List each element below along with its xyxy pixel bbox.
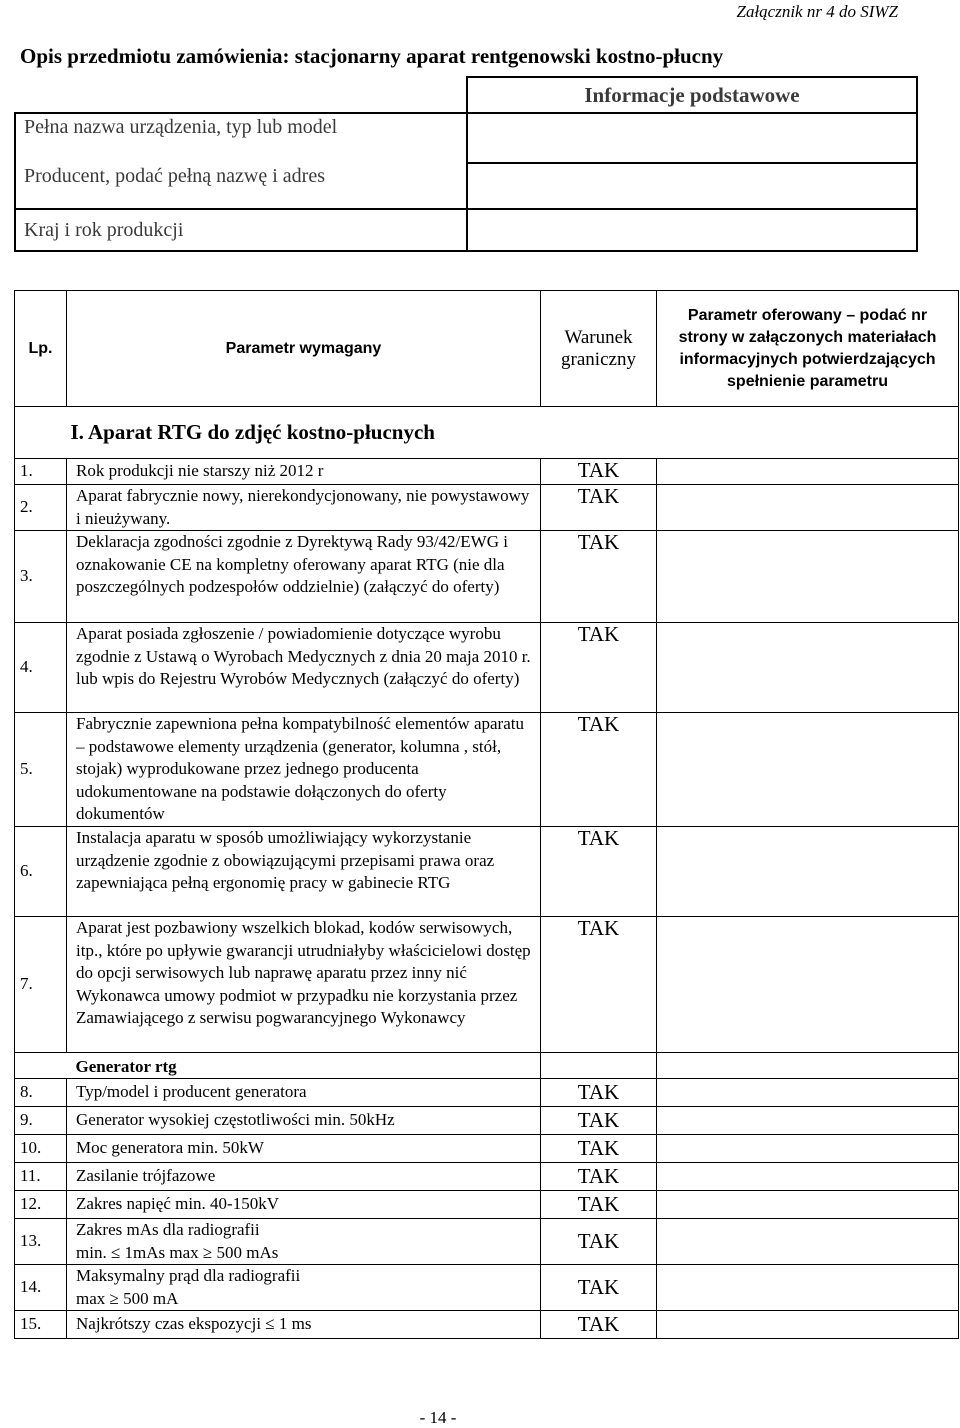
row-text-detail: min. ≤ 1mAs max ≥ 500 mAs: [76, 1242, 279, 1262]
row-text: Rok produkcji nie starszy niż 2012 r: [67, 459, 541, 485]
section-title-1: I. Aparat RTG do zdjęć kostno-płucnych: [67, 407, 959, 459]
basic-info-table: [14, 76, 918, 252]
col-lp: Lp.: [15, 291, 67, 407]
info-value-producer[interactable]: [467, 163, 917, 209]
row-text: Aparat jest pozbawiony wszelkich blokad, kodów serwisowych, itp., które po upływie gwarancji utrudniałyby właścicielowi dostęp do opcji serwisowych lub naprawę aparatu przez inny nić Wykonawca umowy podmiot w przypadku nie korzystania przez Zamawiającego z serwisu pogwarancyjnego Wykonawcy: [67, 917, 541, 1053]
row-condition: TAK: [541, 485, 657, 531]
row-condition: TAK: [541, 713, 657, 827]
row-number: 4.: [15, 623, 67, 713]
row-condition: TAK: [541, 459, 657, 485]
col-offered: Parametr oferowany – podać nr strony w załączonych materiałach informacyjnych potwierdzających spełnienie parametru: [657, 291, 959, 407]
row-text: Aparat fabrycznie nowy, nierekondycjonowany, nie powystawowy i nieużywany.: [67, 485, 541, 531]
row-number: 5.: [15, 713, 67, 827]
row-text: Moc generatora min. 50kW: [67, 1135, 541, 1163]
row-offered-cell[interactable]: [657, 1219, 959, 1265]
row-text-detail: max ≥ 500 mA: [76, 1288, 179, 1308]
section-title-2: Generator rtg: [67, 1053, 541, 1079]
row-offered-cell[interactable]: [657, 1163, 959, 1191]
info-label-name: Pełna nazwa urządzenia, typ lub model: [15, 113, 467, 163]
row-text: Zasilanie trójfazowe: [67, 1163, 541, 1191]
row-number: 9.: [15, 1107, 67, 1135]
row-condition: TAK: [541, 623, 657, 713]
row-text: Typ/model i producent generatora: [67, 1079, 541, 1107]
row-text: Deklaracja zgodności zgodnie z Dyrektywą Rady 93/42/EWG i oznakowanie CE na kompletny oferowany aparat RTG (nie dla poszczególnych podzespołów oddzielnie) (załączyć do oferty): [67, 531, 541, 623]
row-number: 11.: [15, 1163, 67, 1191]
row-condition: TAK: [541, 1135, 657, 1163]
row-condition: TAK: [541, 917, 657, 1053]
row-offered-cell[interactable]: [657, 623, 959, 713]
row-number: 3.: [15, 531, 67, 623]
row-number: 10.: [15, 1135, 67, 1163]
row-condition: TAK: [541, 531, 657, 623]
row-number: 15.: [15, 1311, 67, 1339]
row-condition: TAK: [541, 827, 657, 917]
row-text: Aparat posiada zgłoszenie / powiadomienie dotyczące wyrobu zgodnie z Ustawą o Wyrobach Medycznych z dnia 20 maja 2010 r. lub wpis do Rejestru Wyrobów Medycznych (załączyć do oferty): [67, 623, 541, 713]
row-condition: TAK: [541, 1311, 657, 1339]
row-offered-cell[interactable]: [657, 827, 959, 917]
row-number: 6.: [15, 827, 67, 917]
row-offered-cell[interactable]: [657, 1107, 959, 1135]
row-condition: TAK: [541, 1219, 657, 1265]
col-param: Parametr wymagany: [67, 291, 541, 407]
row-text: Zakres napięć min. 40-150kV: [67, 1191, 541, 1219]
row-number: 13.: [15, 1219, 67, 1265]
attachment-label: Załącznik nr 4 do SIWZ: [736, 2, 898, 21]
row-offered-cell[interactable]: [657, 531, 959, 623]
row-condition: TAK: [541, 1265, 657, 1311]
info-label-producer: Producent, podać pełną nazwę i adres: [15, 163, 467, 209]
row-offered-cell[interactable]: [657, 713, 959, 827]
row-number: 7.: [15, 917, 67, 1053]
row-offered-cell[interactable]: [657, 459, 959, 485]
row-condition: TAK: [541, 1163, 657, 1191]
row-offered-cell[interactable]: [657, 1265, 959, 1311]
row-text: Fabrycznie zapewniona pełna kompatybilność elementów aparatu – podstawowe elementy urządzenia (generator, kolumna , stół, stojak) wyprodukowane przez jednego producenta udokumentowane na podstawie dołączonych do oferty dokumentów: [67, 713, 541, 827]
row-condition: TAK: [541, 1191, 657, 1219]
info-label-country: Kraj i rok produkcji: [15, 209, 467, 251]
row-condition: TAK: [541, 1107, 657, 1135]
document-title: Opis przedmiotu zamówienia: stacjonarny aparat rentgenowski kostno-płucny: [20, 44, 724, 68]
spec-table: [14, 290, 959, 1339]
row-offered-cell[interactable]: [657, 917, 959, 1053]
row-number: 12.: [15, 1191, 67, 1219]
row-text: Najkrótszy czas ekspozycji ≤ 1 ms: [67, 1311, 541, 1339]
row-number: 2.: [15, 485, 67, 531]
row-offered-cell[interactable]: [657, 1311, 959, 1339]
row-text: Maksymalny prąd dla radiografii: [76, 1266, 301, 1285]
row-offered-cell[interactable]: [657, 1135, 959, 1163]
page-number: - 14 -: [419, 1408, 457, 1427]
row-text: Zakres mAs dla radiografii: [76, 1220, 260, 1239]
info-header: Informacje podstawowe: [467, 77, 917, 113]
row-offered-cell[interactable]: [657, 1079, 959, 1107]
row-number: 8.: [15, 1079, 67, 1107]
row-offered-cell[interactable]: [657, 1191, 959, 1219]
row-text: Instalacja aparatu w sposób umożliwiający wykorzystanie urządzenie zgodnie z obowiązującymi przepisami prawa oraz zapewniająca pełną ergonomię pracy w gabinecie RTG: [67, 827, 541, 917]
row-number: 14.: [15, 1265, 67, 1311]
info-value-country[interactable]: [467, 209, 917, 251]
row-number: 1.: [15, 459, 67, 485]
row-text: Generator wysokiej częstotliwości min. 50kHz: [67, 1107, 541, 1135]
row-offered-cell[interactable]: [657, 485, 959, 531]
row-condition: TAK: [541, 1079, 657, 1107]
col-limit: Warunek graniczny: [541, 291, 657, 407]
info-value-name[interactable]: [467, 113, 917, 163]
